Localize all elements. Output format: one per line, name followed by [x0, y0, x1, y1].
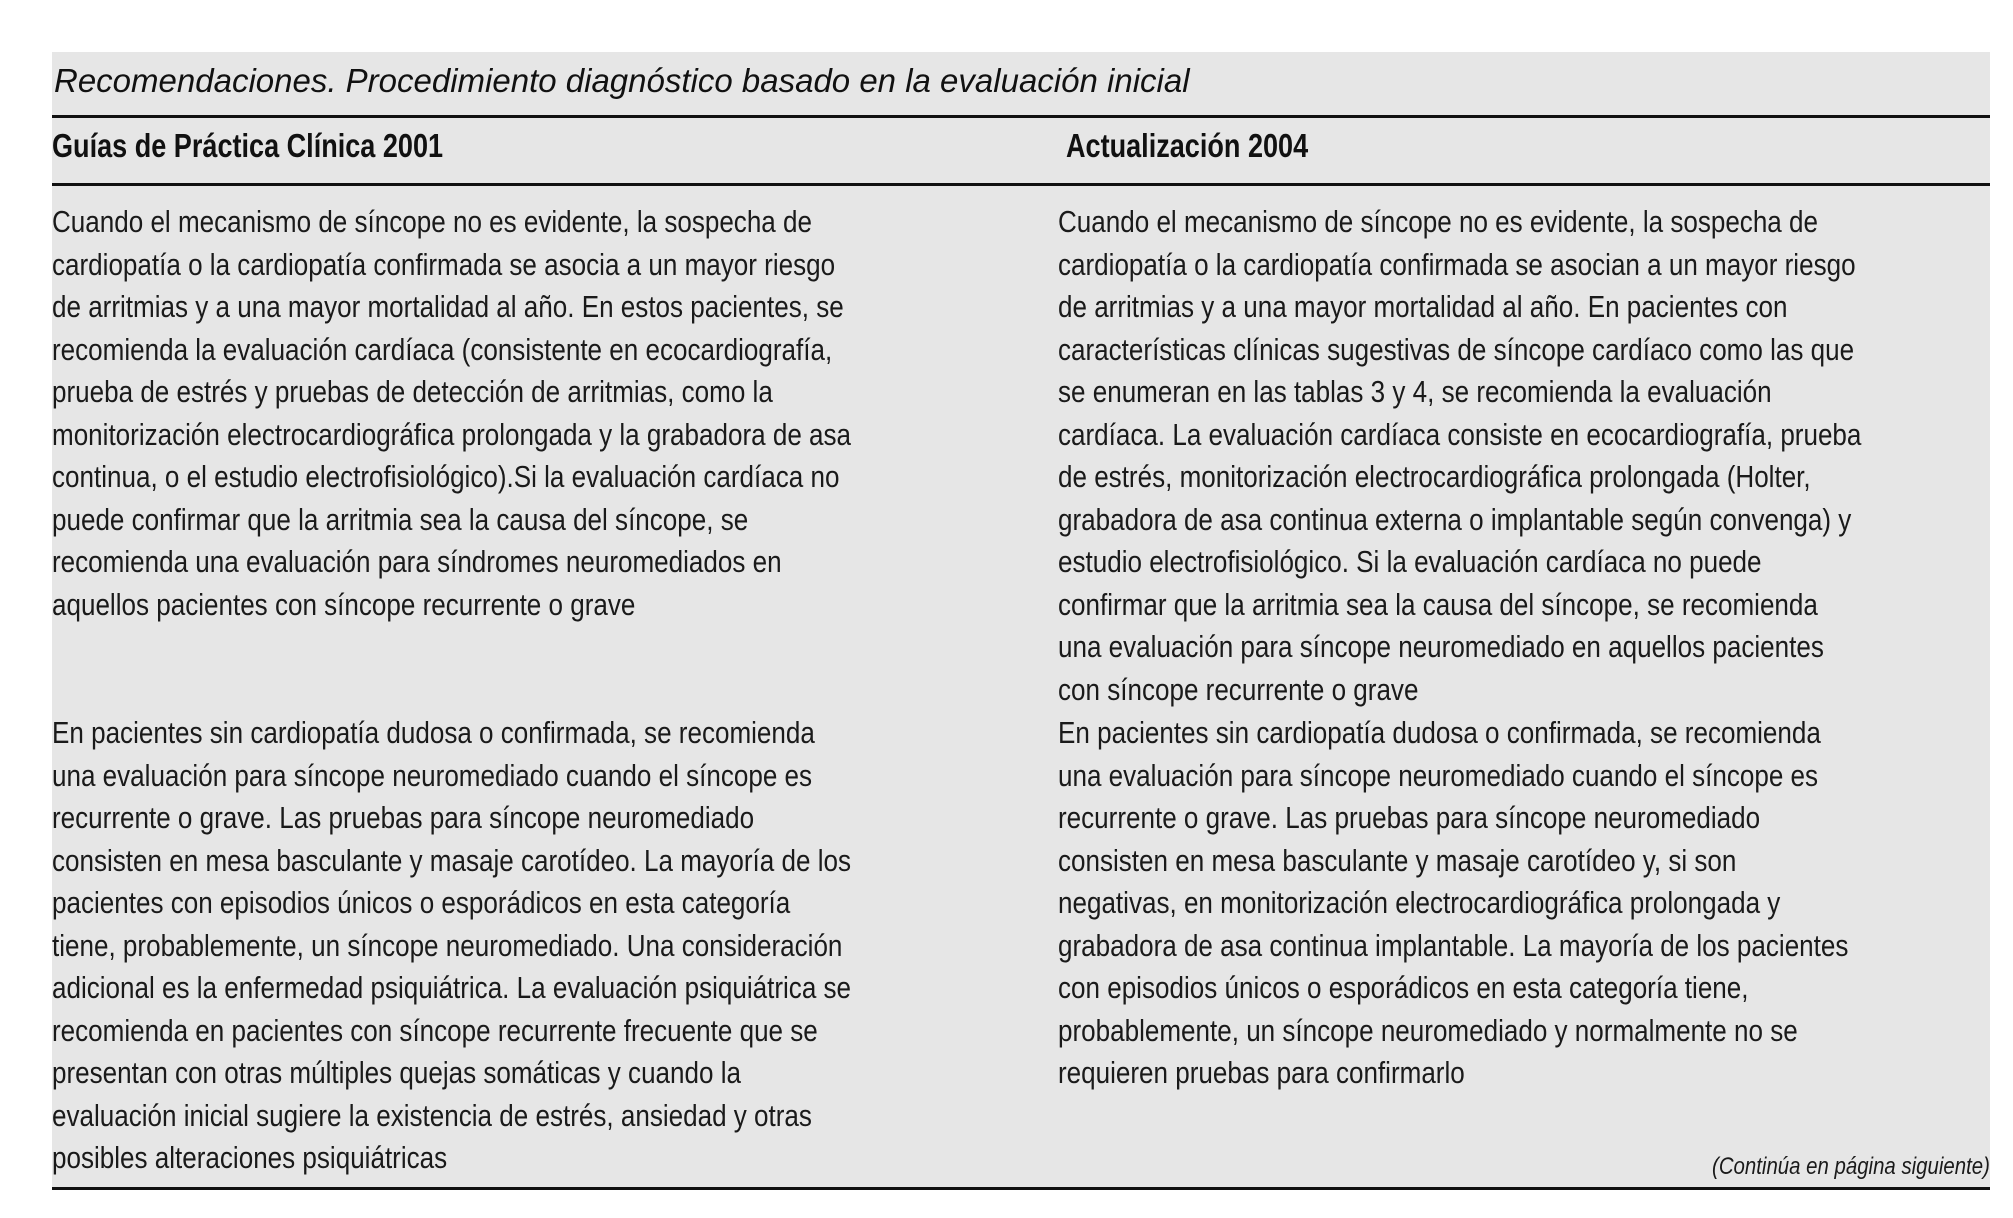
table-cell-2001-row2: En pacientes sin cardiopatía dudosa o confirmada, se recomienda una evaluación para síncope neuromediado cuando el síncope es recurrente o grave. Las pruebas para síncope neuromediado consisten en mesa basculante y masaje carotídeo. La mayoría de los pacientes con episodios únicos o esporádicos en esta categoría tiene, probablemente, un síncope neuromediado. Una consideración adicional es la enfermedad psiquiátrica. La evaluación psiquiátrica se recomienda en pacientes con síncope recurrente frecuente que se presentan con otras múltiples quejas somáticas y cuando la evaluación inicial sugiere la existencia de estrés, ansiedad y otras posibles alteraciones psiquiátricas: [52, 715, 852, 1175]
continued-note: (Continúa en página siguiente): [1712, 1153, 1990, 1180]
table-caption: Recomendaciones. Procedimiento diagnóstico basado en la evaluación inicial: [54, 62, 1190, 99]
table-cell-2001-row1: Cuando el mecanismo de síncope no es evidente, la sospecha de cardiopatía o la cardiopatía confirmada se asocia a un mayor riesgo de arritmias y a una mayor mortalidad al año. En estos pacientes, se recomienda la evaluación cardíaca (consistente en ecocardiografía, prueba de estrés y pruebas de detección de arritmias, como la monitorización electrocardiográfica prolongada y la grabadora de asa continua, o el estudio electrofisiológico).Si la evaluación cardíaca no puede confirmar que la arritmia sea la causa del síncope, se recomienda una evaluación para síndromes neuromediados en aquellos pacientes con síncope recurrente o grave: [52, 204, 852, 622]
column-header-update-2004: Actualización 2004: [1066, 127, 1309, 164]
table-cell-2004-row1: Cuando el mecanismo de síncope no es evidente, la sospecha de cardiopatía o la cardiopatía confirmada se asocian a un mayor riesgo de arritmias y a una mayor mortalidad al año. En pacientes con características clínicas sugestivas de síncope cardíaco como las que se enumeran en las tablas 3 y 4, se recomienda la evaluación cardíaca. La evaluación cardíaca consiste en ecocardiografía, prueba de estrés, monitorización electrocardiográfica prolongada (Holter, grabadora de asa continua externa o implantable según convenga) y estudio electrofisiológico. Si la evaluación cardíaca no puede confirmar que la arritmia sea la causa del síncope, se recomienda una evaluación para síncope neuromediado en aquellos pacientes con síncope recurrente o grave: [1058, 204, 1862, 707]
column-header-guidelines-2001: Guías de Práctica Clínica 2001: [52, 127, 444, 164]
recommendations-table: [52, 52, 1990, 1190]
bottom-rule: [52, 1187, 1990, 1190]
table-cell-2004-row2: En pacientes sin cardiopatía dudosa o confirmada, se recomienda una evaluación para síncope neuromediado cuando el síncope es recurrente o grave. Las pruebas para síncope neuromediado consisten en mesa basculante y masaje carotídeo y, si son negativas, en monitorización electrocardiográfica prolongada y grabadora de asa continua implantable. La mayoría de los pacientes con episodios únicos o esporádicos en esta categoría tiene, probablemente, un síncope neuromediado y normalmente no se requieren pruebas para confirmarlo: [1058, 715, 1849, 1090]
top-rule: [52, 115, 1990, 118]
header-rule: [52, 183, 1990, 186]
